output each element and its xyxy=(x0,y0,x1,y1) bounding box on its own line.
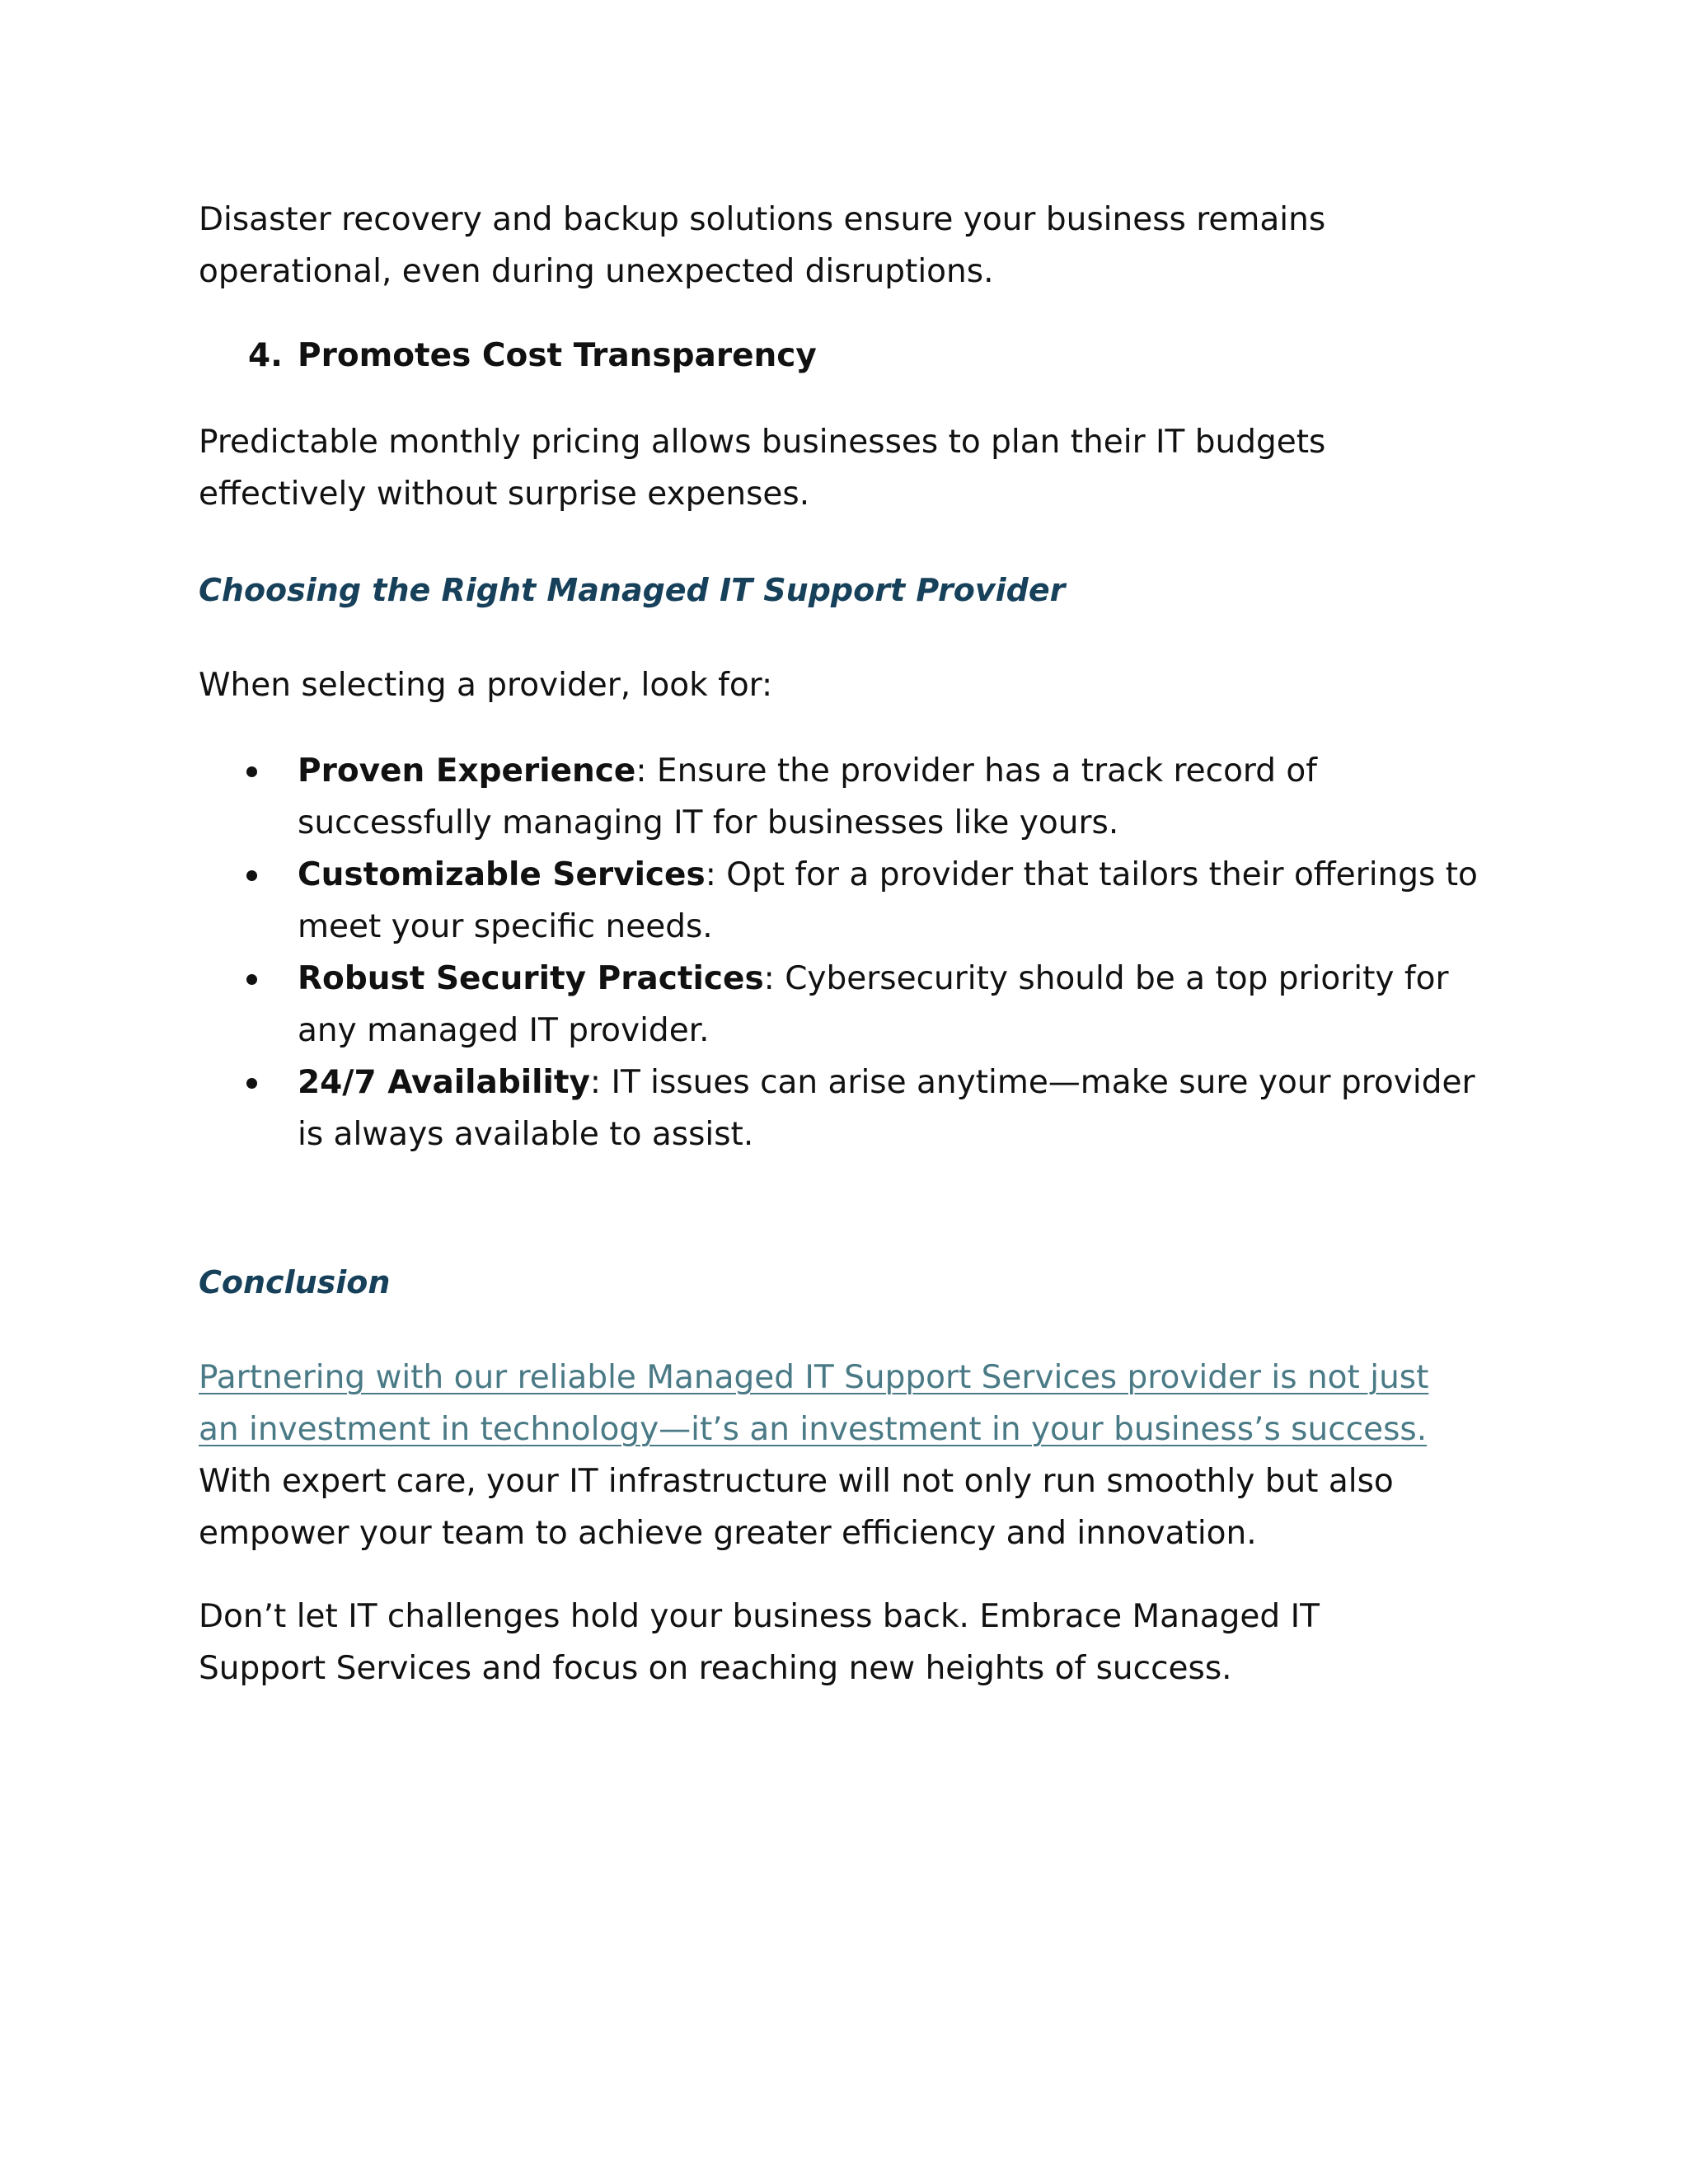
conclusion-link[interactable]: Partnering with our reliable Managed IT Support Services provider is not just an investment in technology—it’s an investment in your business’s success. xyxy=(199,1359,1429,1448)
bullet-icon xyxy=(246,974,257,985)
numbered-heading-title: Promotes Cost Transparency xyxy=(298,337,817,374)
list-item xyxy=(199,745,1484,849)
conclusion-paragraph-rest: With expert care, your IT infrastructure will not only run smoothly but also empower your team to achieve greater efficiency and innovation. xyxy=(199,1463,1394,1552)
bullet-term: Customizable Services xyxy=(298,856,706,893)
closing-paragraph: Don’t let IT challenges hold your business back. Embrace Managed IT Support Services and focus on reaching new heights of success. xyxy=(199,1598,1320,1687)
pricing-paragraph: Predictable monthly pricing allows businesses to plan their IT budgets effectively without surprise expenses. xyxy=(199,424,1326,513)
bullet-icon xyxy=(246,870,257,881)
bullet-text: : IT issues can arise anytime—make sure your provider is always available to assist. xyxy=(298,1064,1475,1153)
list-number: 4. xyxy=(248,337,283,374)
section-heading-choosing: Choosing the Right Managed IT Support Provider xyxy=(199,572,1066,608)
bullet-text: : Opt for a provider that tailors their offerings to meet your specific needs. xyxy=(298,856,1478,945)
conclusion-paragraph xyxy=(199,1352,1468,1559)
list-item xyxy=(199,953,1484,1057)
bullet-term: 24/7 Availability xyxy=(298,1064,590,1101)
provider-criteria-list xyxy=(199,745,1517,1160)
bullet-icon xyxy=(246,766,257,777)
list-item xyxy=(199,849,1484,953)
section-heading-conclusion: Conclusion xyxy=(199,1264,391,1301)
choosing-lead-paragraph: When selecting a provider, look for: xyxy=(199,667,773,704)
list-item xyxy=(199,1057,1484,1160)
numbered-heading xyxy=(248,330,817,382)
intro-paragraph: Disaster recovery and backup solutions ensure your business remains operational, even during unexpected disruptions. xyxy=(199,201,1326,290)
bullet-term: Robust Security Practices xyxy=(298,960,764,997)
bullet-text: : Cybersecurity should be a top priority for any managed IT provider. xyxy=(298,960,1449,1049)
bullet-icon xyxy=(246,1078,257,1089)
bullet-term: Proven Experience xyxy=(298,752,636,790)
bullet-text: : Ensure the provider has a track record of successfully managing IT for businesses like yours. xyxy=(298,752,1318,841)
